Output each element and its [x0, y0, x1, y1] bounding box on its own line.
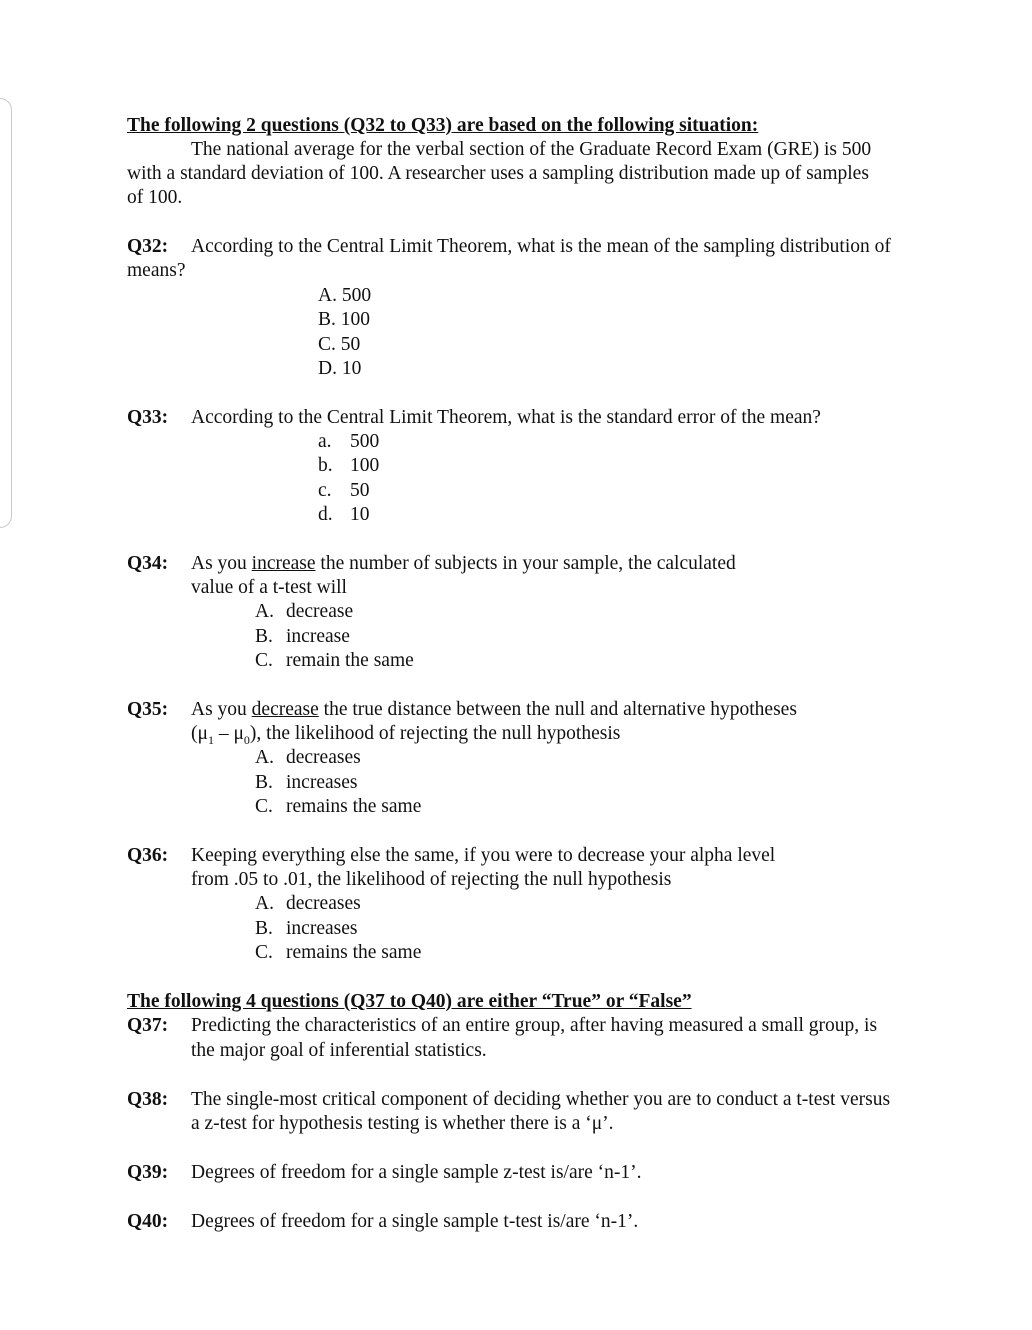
q34-text-line-2: value of a t-test will — [191, 577, 347, 598]
q34-text-line-1 — [191, 552, 736, 576]
q33-option-b-value: 100 — [350, 455, 380, 476]
q34-option-c-value: remain the same — [286, 650, 414, 671]
q32-text-line-1: According to the Central Limit Theorem, what is the mean of the sampling distribution of — [191, 236, 891, 257]
q35-label: Q35: — [127, 699, 169, 720]
section-heading-q37-q40: The following 4 questions (Q37 to Q40) are either “True” or “False” — [127, 991, 692, 1012]
q37-label: Q37: — [127, 1015, 169, 1036]
q35-option-c-letter: C. — [255, 796, 273, 817]
q33-label: Q33: — [127, 407, 169, 428]
q33-option-a-letter: a. — [318, 431, 332, 452]
q37-text-line-1: Predicting the characteristics of an entire group, after having measured a small group, is — [191, 1015, 878, 1036]
q35-line2-open: (μ — [191, 723, 208, 744]
q32-option-c: C. 50 — [318, 334, 361, 355]
q39-label: Q39: — [127, 1162, 169, 1183]
q35-mu1-subscript: 1 — [207, 732, 214, 747]
q40-text: Degrees of freedom for a single sample t-test is/are ‘n-1’. — [191, 1211, 639, 1232]
q34-option-b-value: increase — [286, 626, 350, 647]
q39-text: Degrees of freedom for a single sample z-test is/are ‘n-1’. — [191, 1162, 642, 1183]
q33-text: According to the Central Limit Theorem, what is the standard error of the mean? — [191, 407, 821, 428]
q33-option-d-value: 10 — [350, 504, 370, 525]
q34-emphasis: increase — [251, 553, 316, 574]
q36-text-line-2: from .05 to .01, the likelihood of rejecting the null hypothesis — [191, 869, 672, 890]
q35-option-a-value: decreases — [286, 747, 361, 768]
q32-option-d: D. 10 — [318, 358, 362, 379]
q35-line2-minus: – μ — [213, 723, 244, 744]
q35-text-post: the true distance between the null and alternative hypotheses — [318, 699, 797, 720]
q32-text-line-2: means? — [127, 260, 186, 281]
q36-label: Q36: — [127, 845, 169, 866]
q33-option-d-letter: d. — [318, 504, 333, 525]
page-edge-bracket — [0, 98, 12, 528]
q36-option-c-letter: C. — [255, 942, 273, 963]
q35-emphasis: decrease — [251, 699, 319, 720]
q32-option-a: A. 500 — [318, 285, 372, 306]
q33-option-a-value: 500 — [350, 431, 380, 452]
q34-text-pre: As you — [191, 553, 252, 574]
q34-option-b-letter: B. — [255, 626, 273, 647]
q32-label: Q32: — [127, 236, 169, 257]
q38-label: Q38: — [127, 1089, 169, 1110]
q37-text-line-2: the major goal of inferential statistics. — [191, 1040, 487, 1061]
q34-option-a-value: decrease — [286, 601, 354, 622]
q36-option-c-value: remains the same — [286, 942, 422, 963]
q35-option-a-letter: A. — [255, 747, 274, 768]
q32-option-b: B. 100 — [318, 309, 371, 330]
q35-text-line-1 — [191, 698, 797, 722]
q34-label: Q34: — [127, 553, 169, 574]
q38-text-line-2: a z-test for hypothesis testing is whether there is a ‘μ’. — [191, 1113, 614, 1134]
section-heading-q32-q33: The following 2 questions (Q32 to Q33) are based on the following situation: — [127, 115, 759, 136]
q35-mu0-subscript: 0 — [243, 732, 250, 747]
q38-text-line-1: The single-most critical component of deciding whether you are to conduct a t-test versus — [191, 1089, 891, 1110]
q36-option-a-value: decreases — [286, 893, 361, 914]
q36-option-b-letter: B. — [255, 918, 273, 939]
q36-option-a-letter: A. — [255, 893, 274, 914]
q36-text-line-1: Keeping everything else the same, if you were to decrease your alpha level — [191, 845, 776, 866]
situation-line-3: of 100. — [127, 187, 183, 208]
situation-line-1: The national average for the verbal section of the Graduate Record Exam (GRE) is 500 — [191, 139, 872, 160]
q33-option-c-letter: c. — [318, 480, 332, 501]
q35-text-pre: As you — [191, 699, 252, 720]
q34-option-a-letter: A. — [255, 601, 274, 622]
q34-text-post: the number of subjects in your sample, the calculated — [315, 553, 736, 574]
situation-line-2: with a standard deviation of 100. A researcher uses a sampling distribution made up of samples — [127, 163, 869, 184]
q33-option-b-letter: b. — [318, 455, 333, 476]
q34-option-c-letter: C. — [255, 650, 273, 671]
q36-option-b-value: increases — [286, 918, 358, 939]
q35-line2-rest: ), the likelihood of rejecting the null hypothesis — [249, 723, 621, 744]
q35-option-c-value: remains the same — [286, 796, 422, 817]
q40-label: Q40: — [127, 1211, 169, 1232]
q35-option-b-letter: B. — [255, 772, 273, 793]
q35-option-b-value: increases — [286, 772, 358, 793]
q33-option-c-value: 50 — [350, 480, 370, 501]
